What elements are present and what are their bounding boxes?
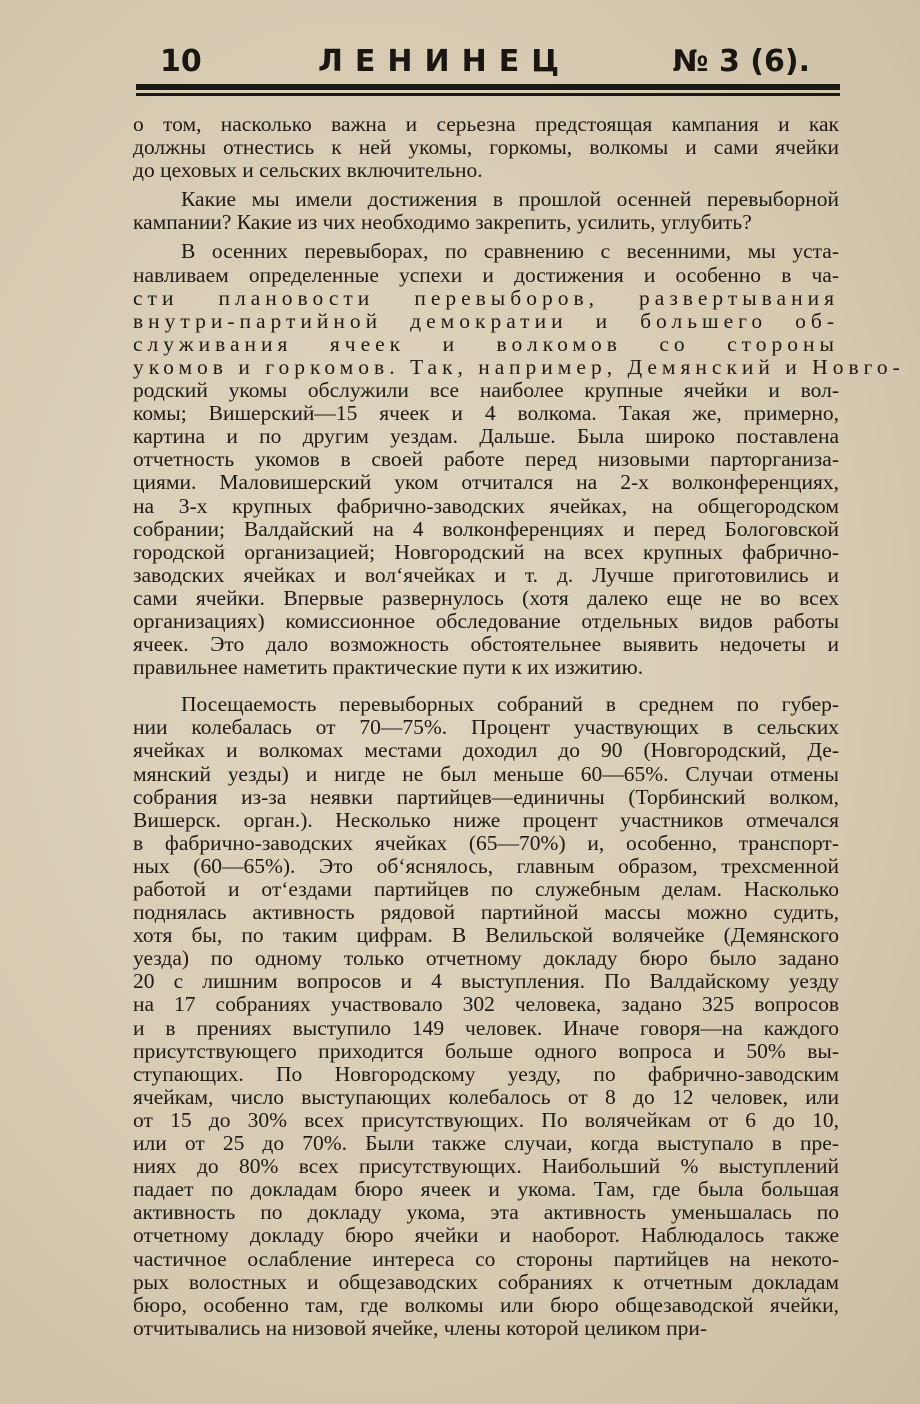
text-line: родский укомы обслужили все наиболее крупные ячейки и вол-: [133, 378, 839, 403]
header-rule-thick: [136, 84, 840, 90]
text-line: ячейках и волкомах местами доходил до 90 (Новгородский, Де-: [133, 738, 839, 763]
text-line: присутствующего приходится больше одного вопроса и 50% вы-: [133, 1038, 839, 1063]
text-line: частичное ослабление интереса со стороны партийцев на некото-: [133, 1246, 839, 1271]
text-line: до цеховых и сельских включительно.: [133, 158, 483, 183]
text-line: внутри-партийной демократии и большего об-: [133, 308, 839, 333]
text-line: мянский уезды) и нигде не был меньше 60—65%. Случаи отмены: [133, 761, 839, 786]
header-rule-thin: [136, 93, 840, 96]
text-line: нии колебалась от 70—75%. Процент участвующих в сельских: [133, 715, 839, 740]
text-line: ступающих. По Новгородскому уезду, по фабрично-заводским: [133, 1061, 839, 1086]
text-line: о том, насколько важна и серьезна предстоящая кампания и как: [133, 112, 839, 136]
text-line: отчитывались на низовой ячейке, члены которой целиком при-: [133, 1315, 708, 1340]
text-line: ячеек. Это дало возможность обстоятельнее выявить недочеты и: [133, 632, 839, 657]
text-line: городской организацией; Новгородский на всех крупных фабрично-: [133, 539, 839, 564]
text-line: картина и по другим уездам. Дальше. Была широко поставлена: [133, 424, 839, 449]
text-line: служивания ячеек и волкомов со стороны: [133, 331, 839, 356]
text-line: правильнее наметить практические пути к их изжитию.: [133, 655, 644, 680]
text-line: циями. Маловишерский уком отчитался на 2-х волконференциях,: [133, 470, 839, 495]
text-line: уезда) по одному только отчетному докладу бюро было задано: [133, 946, 839, 971]
text-line: укомов и горкомов. Так, например, Демянский и Новго-: [133, 354, 905, 379]
text-line: от 15 до 30% всех присутствующих. По волячейкам от 6 до 10,: [133, 1107, 839, 1132]
text-line: ниях до 80% всех присутствующих. Наибольший % выступлений: [133, 1154, 839, 1179]
text-line: бюро, особенно там, где волкомы или бюро общезаводской ячейки,: [133, 1292, 839, 1317]
text-line: сти плановости перевыборов, развертывания: [133, 285, 839, 310]
text-line: 20 с лишним вопросов и 4 выступления. По Валдайскому уезду: [133, 969, 839, 994]
text-line: организациях) комиссионное обследование отдельных видов работы: [133, 608, 839, 633]
text-line: на 3-х крупных фабрично-заводских ячейках, на общегородском: [133, 493, 839, 518]
text-line: ячейкам, число выступающих колебалось от 8 до 12 человек, или: [133, 1084, 839, 1109]
text-line: комы; Вишерский—15 ячеек и 4 волкома. Такая же, примерно,: [133, 401, 839, 426]
text-line: заводских ячейках и вол‘ячейках и т. д. Лучше приготовились и: [133, 562, 839, 587]
page-number: 10: [160, 44, 202, 79]
page-header: [160, 40, 810, 90]
text-line: работой и от‘ездами партийцев по служебным делам. Насколько: [133, 877, 839, 901]
text-line: должны отнестись к ней укомы, горкомы, волкомы и сами ячейки: [133, 135, 839, 160]
text-line: сами ячейки. Впервые развернулось (хотя далеко еще не во всех: [133, 585, 839, 610]
text-line: хотя бы, по таким цифрам. В Велильской волячейке (Демянского: [133, 923, 839, 948]
text-line: рых волостных и общезаводских собраниях к отчетным докладам: [133, 1269, 839, 1294]
text-line: в фабрично-заводских ячейках (65—70%) и, особенно, транспорт-: [133, 830, 839, 855]
text-line: навливаем определенные успехи и достижения и особенно в ча-: [133, 262, 839, 287]
text-line: и в прениях выступило 149 человек. Иначе говоря—на каждого: [133, 1015, 839, 1040]
text-line: Какие мы имели достижения в прошлой осенней перевыборной: [181, 187, 839, 212]
text-line: отчетному докладу бюро ячейки и наоборот. Наблюдалось также: [133, 1223, 839, 1248]
text-line: на 17 собраниях участвовало 302 человека, задано 325 вопросов: [133, 992, 839, 1017]
journal-title: ЛЕНИНЕЦ: [318, 44, 572, 79]
text-line: Посещаемость перевыборных собраний в среднем по губер-: [181, 692, 839, 717]
text-line: В осенних перевыборах, по сравнению с весенними, мы уста-: [181, 239, 839, 264]
text-line: или от 25 до 70%. Были также случаи, когда выступало в пре-: [133, 1131, 839, 1156]
text-line: поднялась активность рядовой партийной массы можно судить,: [133, 900, 839, 925]
text-line: активность по докладу укома, эта активность уменьшалась по: [133, 1200, 839, 1225]
text-line: Вишерск. орган.). Несколько ниже процент участников отмечался: [133, 807, 839, 832]
text-line: отчетность укомов в своей работе перед низовыми парторганиза-: [133, 447, 839, 472]
paragraph: [133, 693, 839, 1340]
text-line: собрания из-за неявки партийцев—единичны (Торбинский волком,: [133, 784, 839, 809]
paragraph: [133, 188, 839, 234]
paragraph: [133, 239, 905, 680]
text-line: падает по докладам бюро ячеек и укома. Там, где была большая: [133, 1177, 839, 1202]
article-body: [133, 112, 905, 1340]
issue-number: № 3 (6).: [672, 44, 810, 79]
text-line: ных (60—65%). Это об‘яснялось, главным образом, трехсменной: [133, 853, 839, 878]
paragraph: [133, 113, 839, 182]
text-line: собрании; Валдайский на 4 волконференциях и перед Бологовской: [133, 516, 839, 541]
text-line: кампании? Какие из чих необходимо закрепить, усилить, углубить?: [133, 210, 752, 235]
